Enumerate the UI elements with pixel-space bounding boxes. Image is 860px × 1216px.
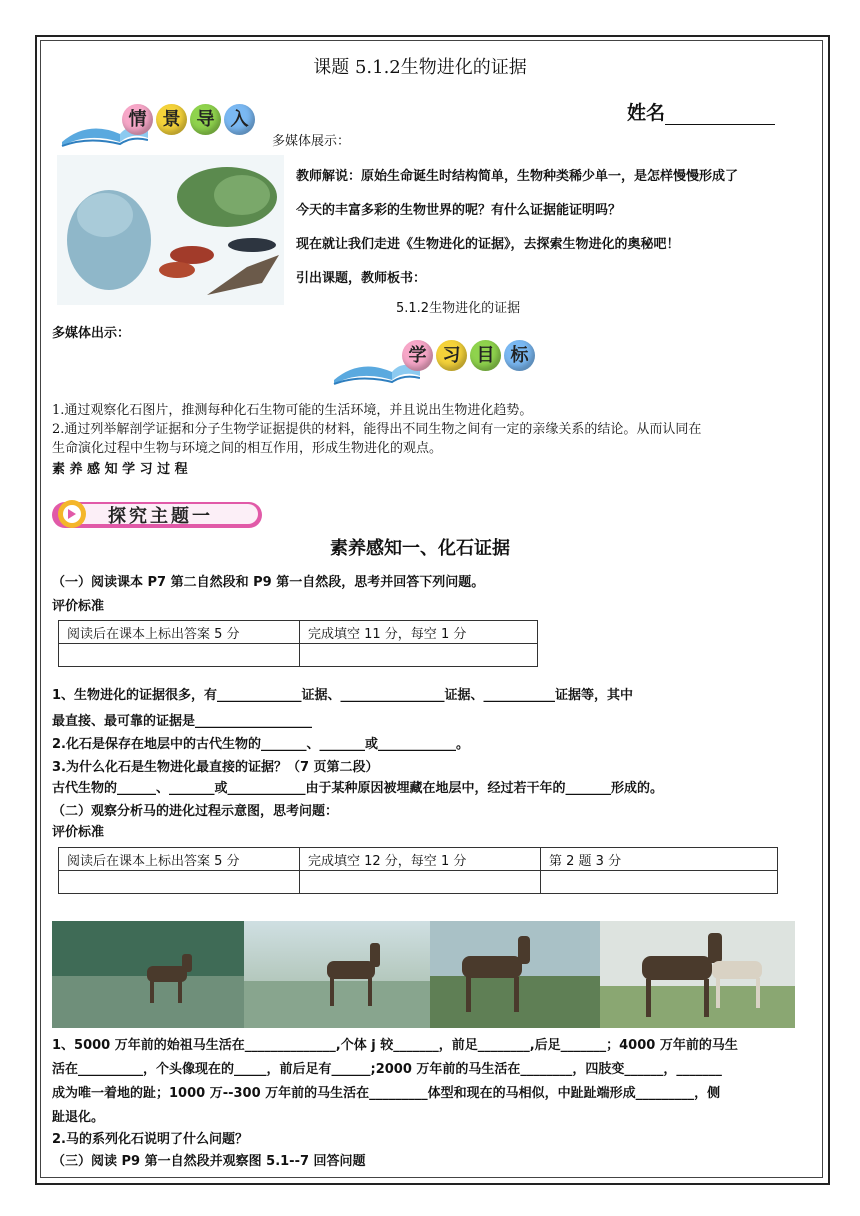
question-line: 1、5000 万年前的始祖马生活在______________,个体 j 较_______，前足________,后足_______；4000 万年前的马生 [52, 1038, 738, 1053]
question-line: 最直接、最可靠的证据是__________________ [52, 714, 313, 729]
question-line: 2.马的系列化石说明了什么问题？ [52, 1132, 248, 1147]
eval-label-2: 评价标准 [52, 825, 105, 840]
banner-char: 习 [436, 340, 467, 371]
question-line: 1、生物进化的证据很多，有_____________证据、________________证据、___________证据等，其中 [52, 688, 634, 703]
score-input-cell[interactable] [59, 871, 300, 894]
banner-char: 学 [402, 340, 433, 371]
question-line: 古代生物的______、_______或____________由于某种原因被埋藏在地层中，经过若干年的_______形成的。 [52, 781, 664, 796]
teacher-line: 今天的丰富多彩的生物世界的呢？有什么证据能证明吗？ [296, 203, 622, 218]
eval-label-1: 评价标准 [52, 599, 105, 614]
question-line: 2.化石是保存在地层中的古代生物的_______、_______或____________。 [52, 737, 469, 752]
section-title: 素养感知一、化石证据 [330, 538, 510, 559]
banner-learning-goals [330, 338, 545, 386]
media-show-label: 多媒体展示： [272, 134, 351, 149]
media-out-label: 多媒体出示： [52, 326, 131, 341]
banner-char: 目 [470, 340, 501, 371]
score-input-cell[interactable] [59, 644, 300, 667]
eval-table-1 [58, 620, 538, 667]
goal-line: 1.通过观察化石图片，推测每种化石生物可能的生活环境，并且说出生物进化趋势。 [52, 403, 533, 418]
banner-char: 标 [504, 340, 535, 371]
teacher-line: 5.1.2生物进化的证据 [396, 301, 521, 316]
table-cell: 阅读后在课本上标出答案 5 分 [59, 621, 300, 644]
table-cell: 阅读后在课本上标出答案 5 分 [59, 848, 300, 871]
eval-table-2 [58, 847, 778, 894]
score-input-cell[interactable] [541, 871, 778, 894]
goal-line: 2.通过列举解剖学证据和分子生物学证据提供的材料，能得出不同生物之间有一定的亲缘关系的结论。从而认同在 [52, 422, 702, 437]
sea-animals-illustration [57, 155, 284, 305]
question-line: 成为唯一着地的趾；1000 万--300 万年前的马生活在_________体型和现在的马相似，中趾趾端形成_________，侧 [52, 1086, 721, 1101]
process-heading: 素 养 感 知 学 习 过 程 [52, 462, 188, 477]
banner-char: 入 [224, 104, 255, 135]
question-line: （三）阅读 P9 第一自然段并观察图 5.1--7 回答问题 [52, 1154, 366, 1169]
score-input-cell[interactable] [300, 644, 538, 667]
banner-char: 导 [190, 104, 221, 135]
teacher-line: 教师解说：原始生命诞生时结构简单，生物种类稀少单一，是怎样慢慢形成了 [296, 169, 739, 184]
question-line: 活在__________，个头像现在的_____，前后足有______;2000 万年前的马生活在________，四肢变______，_______ [52, 1062, 722, 1077]
banner-scene-intro [58, 98, 263, 146]
table-row [59, 644, 538, 667]
score-input-cell[interactable] [300, 871, 541, 894]
part2-heading: （二）观察分析马的进化过程示意图，思考问题： [52, 804, 339, 819]
teacher-line: 引出课题，教师板书： [296, 271, 427, 286]
question-line: 趾退化。 [52, 1110, 105, 1125]
table-cell: 完成填空 11 分，每空 1 分 [300, 621, 538, 644]
banner-char: 情 [122, 104, 153, 135]
goal-line: 生命演化过程中生物与环境之间的相互作用，形成生物进化的观点。 [52, 441, 443, 456]
table-cell: 完成填空 12 分，每空 1 分 [300, 848, 541, 871]
banner-topic-one [50, 496, 265, 534]
page-title: 课题 5.1.2生物进化的证据 [313, 57, 527, 78]
banner-char: 景 [156, 104, 187, 135]
name-field[interactable]: 姓名 [627, 98, 775, 125]
table-row [59, 621, 538, 644]
table-row [59, 871, 778, 894]
table-row [59, 848, 778, 871]
horse-evolution-illustration [52, 921, 795, 1028]
part1-heading: （一）阅读课本 P7 第二自然段和 P9 第一自然段，思考并回答下列问题。 [52, 575, 485, 590]
table-cell: 第 2 题 3 分 [541, 848, 778, 871]
question-line: 3.为什么化石是生物进化最直接的证据？（7 页第二段） [52, 760, 379, 775]
banner-topic-one-label: 探究主题一 [108, 506, 213, 527]
teacher-line: 现在就让我们走进《生物进化的证据》，去探索生物进化的奥秘吧！ [296, 237, 680, 252]
